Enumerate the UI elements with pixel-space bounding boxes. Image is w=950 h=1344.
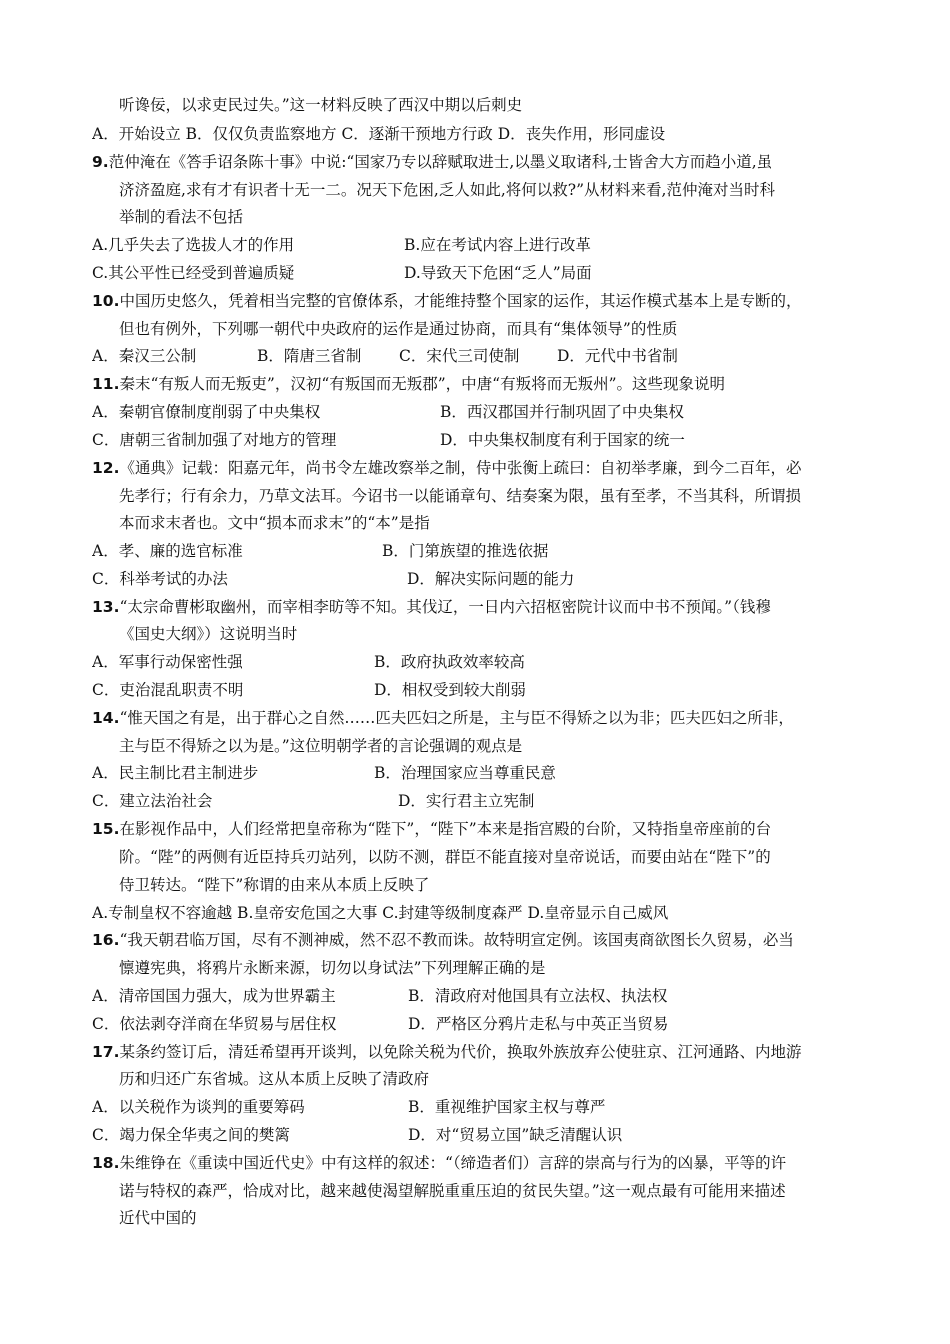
q16-options-row-2 — [92, 1014, 864, 1034]
q10-option-b: B．隋唐三省制 — [257, 347, 362, 365]
q9-stem-line-2: 济济盈庭,求有才有识者十无一二。况天下危困,乏人如此,将何以救?”从材料来看,范仲淹对当时科 — [119, 181, 775, 199]
q9-option-d: D.导致天下危困“乏人”局面 — [404, 264, 592, 282]
q17-option-c: C．竭力保全华夷之间的樊篱 — [92, 1126, 290, 1144]
q14-options-row-2 — [92, 791, 864, 811]
q16-options-row-1 — [92, 986, 864, 1006]
q12-stem-line-3: 本而求末者也。文中“损本而求末”的“本”是指 — [119, 514, 430, 532]
q17-number: 17. — [92, 1043, 120, 1061]
q16-option-b: B．清政府对他国具有立法权、执法权 — [408, 987, 668, 1005]
q11-number: 11. — [92, 375, 120, 393]
q9-stem-line-1: 9.范仲淹在《答手诏条陈十事》中说:“国家乃专以辞赋取进士,以墨义取诸科,士皆舍大方而趋小道,虽 — [92, 153, 773, 171]
q10-option-c: C．宋代三司使制 — [399, 347, 520, 365]
q11-option-d: D．中央集权制度有利于国家的统一 — [440, 431, 685, 449]
q13-number: 13. — [92, 598, 120, 616]
q15-stem-line-2: 阶。“陛”的两侧有近臣持兵刃站列，以防不测，群臣不能直接对皇帝说话，而要由站在“陛下”的 — [119, 848, 771, 866]
q12-option-a: A．孝、廉的选官标准 — [92, 542, 243, 560]
q13-option-c: C．吏治混乱职责不明 — [92, 681, 244, 699]
q17-stem-line-1: 17.某条约签订后，清廷希望再开谈判，以免除关税为代价，换取外族放弃公使驻京、江河通路、内地游 — [92, 1043, 802, 1061]
q16-option-a: A．清帝国国力强大，成为世界霸主 — [92, 987, 336, 1005]
q10-option-d: D．元代中书省制 — [557, 347, 678, 365]
q13-option-d: D．相权受到较大削弱 — [374, 681, 526, 699]
q14-number: 14. — [92, 709, 120, 727]
q11-option-b: B．西汉郡国并行制巩固了中央集权 — [440, 403, 684, 421]
q14-stem-line-1: 14.“惟天国之有是，出于群心之自然……匹夫匹妇之所是，主与臣不得矫之以为非；匹夫匹妇之所非， — [92, 709, 794, 727]
q16-stem-line-1: 16.“我天朝君临万国，尽有不测神威，然不忍不教而诛。故特明宣定例。该国夷商欲图长久贸易，必当 — [92, 931, 794, 949]
q12-stem-line-2: 先孝行；行有余力，乃草文法耳。今诏书一以能诵章句、结奏案为限，虽有至孝，不当其科，所谓损 — [119, 487, 802, 505]
q12-option-c: C．科举考试的办法 — [92, 570, 228, 588]
q16-number: 16. — [92, 931, 120, 949]
q17-option-a: A．以关税作为谈判的重要筹码 — [92, 1098, 305, 1116]
q14-option-b: B．治理国家应当尊重民意 — [374, 764, 556, 782]
q13-options-row-1 — [92, 652, 864, 672]
q18-stem-line-2: 诺与特权的森严，恰成对比，越来越使渴望解脱重重压迫的贫民失望。”这一观点最有可能用来描述 — [119, 1182, 786, 1200]
q13-option-a: A．军事行动保密性强 — [92, 653, 243, 671]
q9-option-b: B.应在考试内容上进行改革 — [404, 236, 591, 254]
q11-option-a: A．秦朝官僚制度削弱了中央集权 — [92, 403, 321, 421]
q12-options-row-2 — [92, 569, 864, 589]
q10-option-a: A．秦汉三公制 — [92, 347, 197, 365]
q9-option-c: C.其公平性已经受到普遍质疑 — [92, 264, 295, 282]
q8-stem-line: 听谗佞，以求吏民过失。”这一材料反映了西汉中期以后刺史 — [119, 96, 523, 114]
q10-stem-line-2: 但也有例外，下列哪一朝代中央政府的运作是通过协商，而具有“集体领导”的性质 — [119, 320, 678, 338]
q14-option-a: A．民主制比君主制进步 — [92, 764, 259, 782]
q18-stem-line-1: 18.朱维铮在《重读中国近代史》中有这样的叙述：“（缔造者们）言辞的崇高与行为的凶暴，平等的许 — [92, 1154, 787, 1172]
q9-number: 9. — [92, 153, 109, 171]
q17-option-d: D．对“贸易立国”缺乏清醒认识 — [408, 1126, 623, 1144]
q11-stem-line-1: 11.秦末“有叛人而无叛吏”，汉初“有叛国而无叛郡”，中唐“有叛将而无叛州”。这些现象说明 — [92, 375, 726, 393]
q13-option-b: B．政府执政效率较高 — [374, 653, 525, 671]
q12-option-b: B．门第族望的推选依据 — [382, 542, 549, 560]
q8-options: A．开始设立 B．仅仅负责监察地方 C．逐渐干预地方行政 D．丧失作用，形同虚设 — [92, 125, 666, 143]
q11-option-c: C．唐朝三省制加强了对地方的管理 — [92, 431, 337, 449]
q12-number: 12. — [92, 459, 120, 477]
q13-options-row-2 — [92, 680, 864, 700]
q15-stem-line-1: 15.在影视作品中，人们经常把皇帝称为“陛下”，“陛下”本来是指宫殿的台阶，又特指皇帝座前的台 — [92, 820, 772, 838]
q17-option-b: B．重视维护国家主权与尊严 — [408, 1098, 606, 1116]
q9-options-row-1 — [92, 235, 864, 255]
q10-options-row — [92, 346, 864, 366]
q16-stem-line-2: 懔遵宪典，将鸦片永断来源，切勿以身试法”下列理解正确的是 — [119, 959, 546, 977]
q18-stem-line-3: 近代中国的 — [119, 1209, 197, 1227]
q11-options-row-1 — [92, 402, 864, 422]
q10-number: 10. — [92, 292, 120, 310]
q18-number: 18. — [92, 1154, 120, 1172]
q15-stem-line-3: 侍卫转达。“陛下”称谓的由来从本质上反映了 — [119, 876, 430, 894]
q15-number: 15. — [92, 820, 120, 838]
q10-stem-line-1: 10.中国历史悠久，凭着相当完整的官僚体系，才能维持整个国家的运作，其运作模式基本上是专断的， — [92, 292, 802, 310]
q16-option-d: D．严格区分鸦片走私与中英正当贸易 — [408, 1015, 669, 1033]
q13-stem-line-2: 《国史大纲》）这说明当时 — [119, 625, 298, 643]
q12-stem-line-1: 12.《通典》记载：阳嘉元年，尚书令左雄改察举之制，侍中张衡上疏曰：自初举孝廉，到今二百年，必 — [92, 459, 802, 477]
q11-options-row-2 — [92, 430, 864, 450]
q17-options-row-1 — [92, 1097, 864, 1117]
q14-option-c: C．建立法治社会 — [92, 792, 213, 810]
q14-stem-line-2: 主与臣不得矫之以为是。”这位明朝学者的言论强调的观点是 — [119, 737, 523, 755]
q16-option-c: C．依法剥夺洋商在华贸易与居住权 — [92, 1015, 337, 1033]
q17-options-row-2 — [92, 1125, 864, 1145]
q9-option-a: A.几乎失去了选拔人才的作用 — [92, 236, 295, 254]
q9-stem-line-3: 举制的看法不包括 — [119, 208, 244, 226]
q13-stem-line-1: 13.“太宗命曹彬取幽州，而宰相李昉等不知。其伐辽，一日内六招枢密院计议而中书不预闻。”（钱穆 — [92, 598, 771, 616]
q14-options-row-1 — [92, 763, 864, 783]
q14-option-d: D．实行君主立宪制 — [398, 792, 535, 810]
q9-options-row-2 — [92, 263, 864, 283]
q12-options-row-1 — [92, 541, 864, 561]
q12-option-d: D．解决实际问题的能力 — [407, 570, 575, 588]
q15-options: A.专制皇权不容逾越 B.皇帝安危国之大事 C.封建等级制度森严 D.皇帝显示自己威风 — [92, 904, 669, 922]
q17-stem-line-2: 历和归还广东省城。这从本质上反映了清政府 — [119, 1070, 430, 1088]
